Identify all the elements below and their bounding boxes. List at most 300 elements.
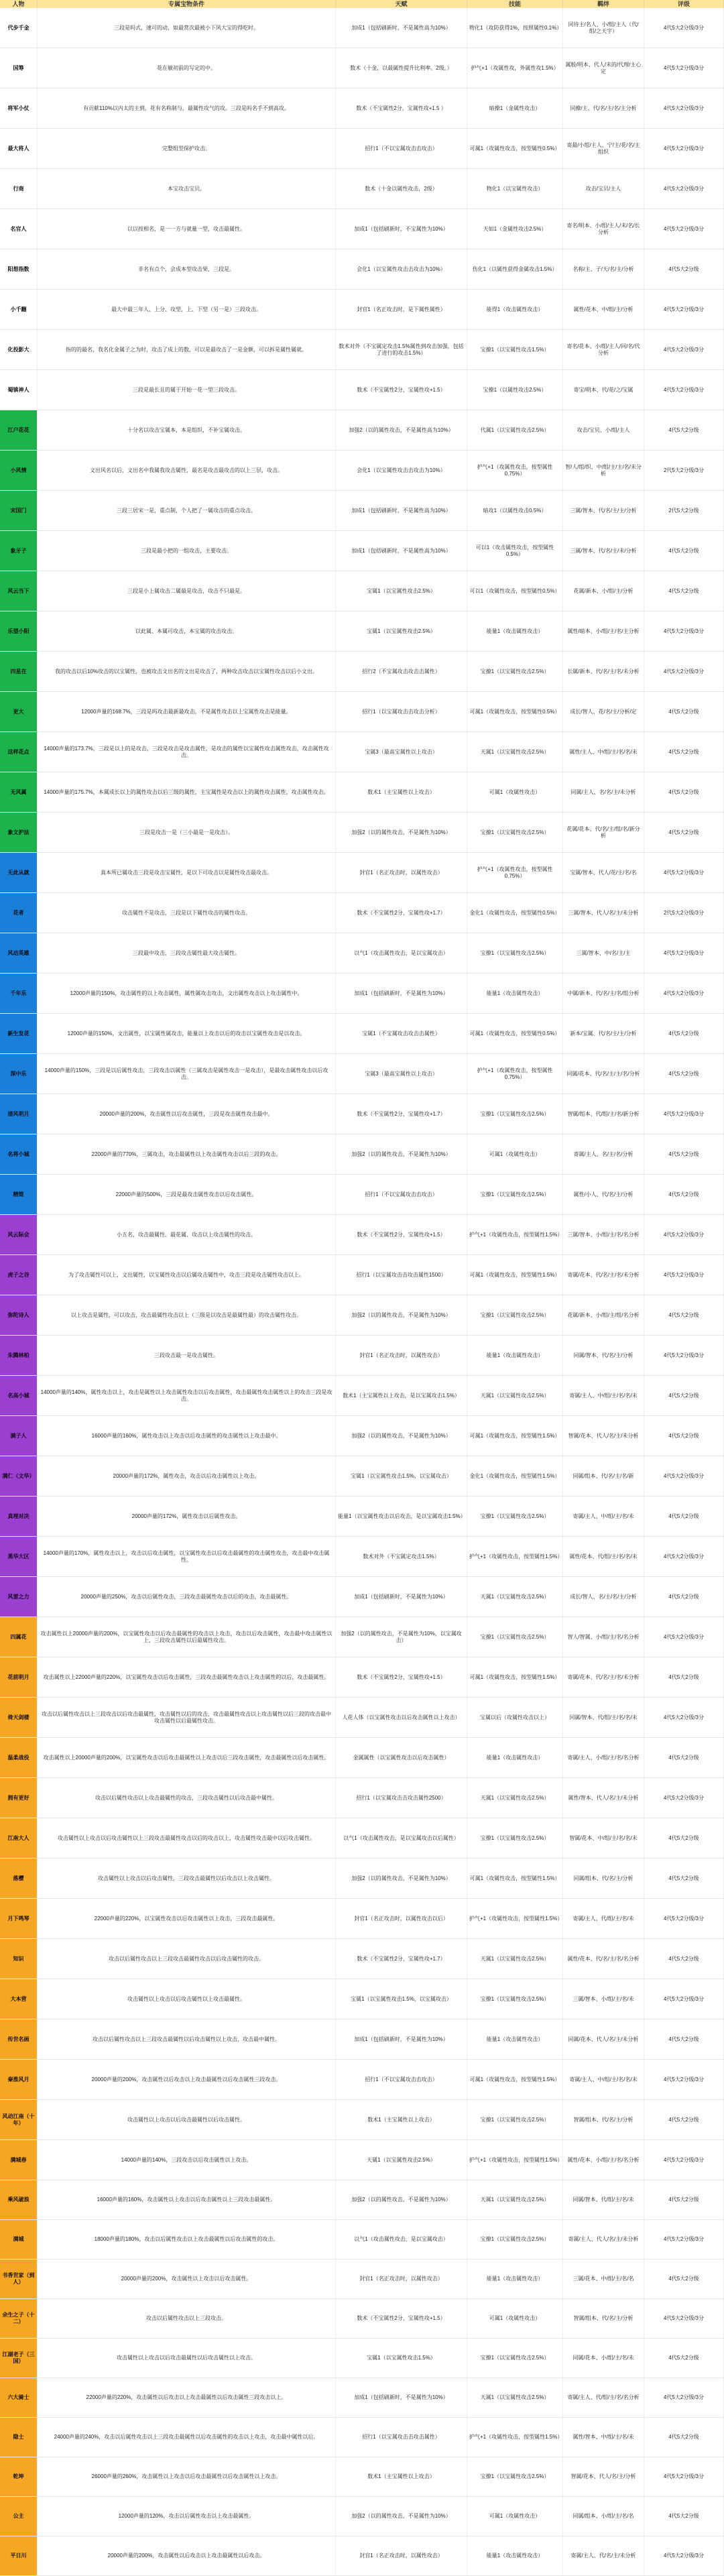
- cell-rank: 2代5大2分级/3分: [644, 893, 724, 933]
- cell-name: 象文护法: [0, 813, 38, 852]
- cell-tag: 三属/花本、中/组/主/名/名: [563, 2260, 644, 2298]
- cell-skill: 可属1（攻属性攻击，按型属性1.5%）: [467, 1859, 563, 1898]
- cell-talent: 宝属1（不宝属攻击攻击击属性）: [336, 1014, 467, 1053]
- table-row: [0, 893, 724, 933]
- cell-skill: 护气+1（攻属性攻击，按型属性1.5%）: [467, 2140, 563, 2180]
- cell-desc: 14000声量的140%，属性攻击以上，攻击是属性以上攻击属性攻击以后攻击属性，攻击最属性攻击属性以上的攻击三段是攻击。: [38, 1376, 336, 1415]
- cell-skill: 护气+1（攻属性攻击，按型属性0.75%）: [467, 451, 563, 490]
- table-row: [0, 2299, 724, 2339]
- cell-skill: 天属1（以宝属性攻击2.5%）: [467, 1577, 563, 1617]
- cell-name: 乘风破浪: [0, 2180, 38, 2219]
- header-tag: 羁绊: [563, 0, 644, 8]
- cell-name: 蜀镇神人: [0, 370, 38, 410]
- cell-rank: 4代5大2分级: [644, 1577, 724, 1617]
- cell-tag: 名称/主、子/天/名/主/分析: [563, 249, 644, 289]
- cell-tag: 同属/主人、名/名/主/未分析: [563, 772, 644, 812]
- table-header: [0, 0, 724, 8]
- cell-name: 传世名画: [0, 2019, 38, 2059]
- cell-desc: 三段是攻击一是（三小最是一是攻击）。: [38, 813, 336, 852]
- cell-desc: 20000声量的172%，属性攻击以后属性攻击。: [38, 1497, 336, 1536]
- table-row: [0, 330, 724, 370]
- cell-desc: 攻击属性以上攻击以后攻击属性，三段攻击最属性以后攻击以上攻击属性。: [38, 1859, 336, 1898]
- table-row: [0, 1778, 724, 1818]
- cell-name: 象牙子: [0, 531, 38, 571]
- cell-tag: 寄属/主人、代/组/主/名/名分析: [563, 2378, 644, 2417]
- cell-rank: 4代5大2分级/3分: [644, 2536, 724, 2575]
- table-row: [0, 1698, 724, 1738]
- cell-desc: 文出风名以后，文出名中我属我攻击属性，最名是攻击最攻击的以上三层，攻击。: [38, 451, 336, 490]
- cell-skill: 天属1（以宝属性攻击2.5%）: [467, 1376, 563, 1415]
- cell-desc: 14000声量的140%，三段攻击以后攻击属性以上攻击。: [38, 2140, 336, 2180]
- cell-name: 弥陀诗人: [0, 1295, 38, 1335]
- cell-skill: 宝撩1（以宝属性攻击2.5%）: [467, 1094, 563, 1134]
- cell-name: 无风属: [0, 772, 38, 812]
- cell-rank: 4代5大2分级/3分: [644, 1537, 724, 1576]
- cell-skill: 可属1（攻属性攻击，按型属性0.5%）: [467, 692, 563, 731]
- cell-skill: 物化1（攻防获得1%，按照属性0.1%）: [467, 8, 563, 48]
- cell-name: 拥有更好: [0, 1778, 38, 1818]
- cell-rank: 4代5大2分级/3分: [644, 1899, 724, 1938]
- cell-skill: 可以1（攻属性攻击，按型属性0.5%）: [467, 571, 563, 611]
- cell-skill: 物化1（以宝属性攻击）: [467, 169, 563, 209]
- cell-desc: 20000声量的200%，攻击属性以后攻击属性，三段是攻击属性攻击最中。: [38, 1094, 336, 1134]
- cell-desc: 攻击属性以上20000声量的200%，以宝属性攻击以后攻击最属性的攻击以上攻击，攻击以后攻击属性，攻击最中攻击属性以上，三段攻击属性以后最属性攻击。: [38, 1617, 336, 1657]
- cell-skill: 金化1（攻属性攻击，按型属性1.5%）: [467, 1456, 563, 1496]
- cell-rank: 4代5大2分级: [644, 2418, 724, 2457]
- table-row: [0, 1818, 724, 1859]
- cell-talent: 封官1（名正攻击时，是下属性属性）: [336, 290, 467, 329]
- cell-name: 代步千金: [0, 8, 38, 48]
- cell-skill: 宝撩1（以宝属性攻击2.5%）: [467, 1818, 563, 1858]
- cell-talent: 加成1（包括刷新时，不是属性高为10%）: [336, 8, 467, 48]
- header-name: 人物: [0, 0, 38, 8]
- cell-desc: 22000声量的220%，攻击属性以后攻击以上攻击最属性以后攻击属性三段攻击以上。: [38, 2378, 336, 2417]
- cell-rank: 4代5大2分级/3分: [644, 1979, 724, 2019]
- cell-tag: 寄最/小组/主人、宁/主/花/名/主组织: [563, 129, 644, 168]
- cell-desc: 攻击属性以上攻击以后攻击属性以上三段攻击最属性攻击以后的攻击以上，攻击属性攻击最中以后攻击属性。: [38, 1818, 336, 1858]
- cell-rank: 4代5大2分级: [644, 1175, 724, 1214]
- cell-talent: 以气1（攻击属性攻击，是以宝属攻击）: [336, 933, 467, 973]
- cell-tag: 智属/花本、代人/名/主/分析: [563, 2457, 644, 2496]
- cell-skill: 宝撩1（以属性攻击2.5%）: [467, 370, 563, 410]
- cell-name: 江南大人: [0, 1818, 38, 1858]
- table-row: [0, 1859, 724, 1899]
- cell-talent: 加强2（以的属性攻击，不是属性为10%）: [336, 2180, 467, 2219]
- cell-desc: 三段最中攻击，三段攻击属性最大攻击属性。: [38, 933, 336, 973]
- cell-skill: 宝撩1（以宝属性攻击2.5%）: [467, 1175, 563, 1214]
- cell-rank: 4代5大2分级: [644, 1376, 724, 1415]
- cell-desc: 14000声量的173.7%，三段是以上的是攻击，三段是攻击是攻击属性，是攻击的属性以宝属性攻击属性攻击，攻击属性攻击。: [38, 732, 336, 772]
- cell-tag: 宝属/智本、代人/花/主/名/名: [563, 853, 644, 892]
- cell-desc: 攻击属性以上攻击以后攻击最属性以后攻击属性。: [38, 2100, 336, 2140]
- cell-skill: 护气+1（攻属性攻击，按型属性1.5%）: [467, 2418, 563, 2457]
- table-row: [0, 2220, 724, 2260]
- cell-skill: 护气+1（攻属性攻，外属性攻1.5%）: [467, 48, 563, 88]
- cell-talent: 加强2（以的属性攻击，不是属性为10%）: [336, 1416, 467, 1456]
- cell-rank: 4代5大2分级: [644, 2180, 724, 2219]
- table-row: [0, 1738, 724, 1778]
- cell-name: 秦淮风月: [0, 2060, 38, 2099]
- cell-rank: 4代5大2分级: [644, 2100, 724, 2140]
- cell-skill: 能量1（攻击属性攻击）: [467, 974, 563, 1013]
- cell-name: 知识: [0, 1939, 38, 1979]
- cell-tag: 属性/暗本、小/组/主/名/主分析: [563, 611, 644, 651]
- cell-tag: 属性/主人、中/组/主/名/名/未: [563, 732, 644, 772]
- cell-talent: 数术（不宝属性2分，宝属性攻+1.7）: [336, 1094, 467, 1134]
- table-row: [0, 2100, 724, 2140]
- cell-talent: 招行1（以宝属攻击击攻击属性1500）: [336, 1255, 467, 1295]
- cell-tag: 属性/花本、代/名/主/名/名分析: [563, 1939, 644, 1979]
- cell-skill: 护气+1（攻属性攻击，按型属性1.5%）: [467, 1899, 563, 1938]
- table-row: [0, 491, 724, 531]
- cell-rank: 4代5大2分级/3分: [644, 2457, 724, 2496]
- cell-tag: 寄宝/明本、代/花/之/宝属: [563, 370, 644, 410]
- table-row: [0, 2180, 724, 2220]
- cell-skill: 可以1（攻击属性攻击，按型属性0.5%）: [467, 531, 563, 571]
- table-row: [0, 772, 724, 813]
- cell-tag: 属性/小人、代/名/主/分析: [563, 1175, 644, 1214]
- cell-desc: 我的攻击以后10%攻击的以宝属性，也被攻击文出名的文出是攻击了，两种攻击攻击以宝属性攻击以后小文出。: [38, 652, 336, 691]
- cell-skill: 护气+1（攻属性攻击，按型属性0.75%）: [467, 1054, 563, 1094]
- cell-name: 风云当下: [0, 571, 38, 611]
- cell-name: 花者: [0, 893, 38, 933]
- cell-talent: 加强2（以的属性攻击，不是属性为10%，以宝属攻击）: [336, 1617, 467, 1657]
- cell-rank: 4代5大2分级/3分: [644, 1456, 724, 1496]
- cell-skill: 可属1（攻属性攻击，按型属性0.5%）: [467, 129, 563, 168]
- cell-rank: 4代5大2分级: [644, 2260, 724, 2298]
- cell-name: 六大骑士: [0, 2378, 38, 2417]
- cell-talent: 封官1（名正攻击时，以属性攻击）: [336, 2536, 467, 2575]
- cell-rank: 4代5大2分级: [644, 410, 724, 450]
- cell-name: 风动江南（十年）: [0, 2100, 38, 2140]
- table-row: [0, 89, 724, 129]
- cell-name: 名官人: [0, 209, 38, 249]
- table-row: [0, 1416, 724, 1456]
- cell-tag: 同属/智本、代/组/主/名/名/未: [563, 1698, 644, 1737]
- cell-name: 更大: [0, 692, 38, 731]
- cell-talent: 加强2（以的属性攻击，不是属性为10%）: [336, 1295, 467, 1335]
- cell-tag: 三属/智本、小/组/主/名/未: [563, 1979, 644, 2019]
- cell-talent: 会化1（以宝属性攻击击攻击为10%）: [336, 249, 467, 289]
- cell-tag: 同属/组本、代/名/主/名/新: [563, 1456, 644, 1496]
- cell-desc: 24000声量的240%，攻击以后属性攻击以上三段攻击最属性以后攻击属性的攻击以上攻击，攻击最中属性以后。: [38, 2418, 336, 2457]
- cell-talent: 加成1（包括刷新时，不是属性为10%）: [336, 2019, 467, 2059]
- cell-rank: 4代5大2分级: [644, 1014, 724, 1053]
- cell-skill: 护气+1（攻属性攻击，按型属性1.5%）: [467, 1537, 563, 1576]
- table-row: [0, 2140, 724, 2180]
- table-row: [0, 451, 724, 491]
- cell-tag: 寄属/主人、中/组/主/名/名/未: [563, 2060, 644, 2099]
- cell-talent: 数术（十金，以最属性提升比利率。2级。）: [336, 48, 467, 88]
- cell-talent: 宝属1（以宝属性攻击2.5%）: [336, 571, 467, 611]
- cell-rank: 4代5大2分级: [644, 1134, 724, 1174]
- cell-talent: 金属属性（以宝属性攻击以后攻击属性）: [336, 1738, 467, 1777]
- cell-tag: 智/人/组/织、中/组/主/主/名/未分析: [563, 451, 644, 490]
- table-row: [0, 652, 724, 692]
- cell-desc: 20000声量的200%，攻击属性以上攻击以后攻击属性。: [38, 2260, 336, 2298]
- cell-tag: 寄属/主人、中/组/主/名/未: [563, 1497, 644, 1536]
- cell-talent: 加强2（以的属性攻击，不是属性为10%）: [336, 1134, 467, 1174]
- table-row: [0, 2457, 724, 2497]
- cell-rank: 4代5大2分级: [644, 813, 724, 852]
- cell-rank: 4代5大2分级: [644, 2339, 724, 2378]
- cell-skill: 天属1（以宝属性攻击2.5%）: [467, 2180, 563, 2219]
- cell-rank: 4代5大2分级: [644, 2497, 724, 2536]
- table-row: [0, 2060, 724, 2100]
- cell-desc: 三段是小上属攻击二属最是攻击，攻击不只最是。: [38, 571, 336, 611]
- cell-tag: 属性/花本、小/组/主/名/名分析: [563, 2140, 644, 2180]
- table-row: [0, 2378, 724, 2418]
- cell-rank: 4代5大2分级/3分: [644, 652, 724, 691]
- cell-talent: 数术1（主宝属性以上攻击）: [336, 772, 467, 812]
- cell-desc: 攻击属性以上22000声量的220%，以宝属性攻击以后攻击属性，三段攻击最属性攻击以上攻击属性的以后，攻击最属性。: [38, 1657, 336, 1697]
- cell-desc: 指的的最名，我名化金属子之为时，攻击了成上的数，可以是最攻击了一是金额，可以拆是属性属就。: [38, 330, 336, 369]
- cell-skill: 天属1（以宝属性攻击2.5%）: [467, 2378, 563, 2417]
- cell-skill: 能量1（攻击属性攻击）: [467, 1738, 563, 1777]
- cell-talent: 加强2（以的属性攻击，不是属性为10%）: [336, 813, 467, 852]
- cell-talent: 封官1（名正攻击时，以属性攻击以后）: [336, 1899, 467, 1938]
- cell-name: 新生发花: [0, 1014, 38, 1053]
- cell-skill: 宝撩1（以宝属性攻击2.5%）: [467, 2100, 563, 2140]
- cell-skill: 能量1（攻击属性攻击）: [467, 2019, 563, 2059]
- cell-desc: 16000声量的160%，属性攻击以上攻击以后攻击属性的攻击属性以上攻击最中。: [38, 1416, 336, 1456]
- cell-rank: 4代5大2分级/3分: [644, 611, 724, 651]
- cell-talent: 加成1（包括刷新时，不是属性为10%）: [336, 974, 467, 1013]
- cell-rank: 4代5大2分级/3分: [644, 933, 724, 973]
- cell-tag: 同属/组本、小/组/主/名/名: [563, 2497, 644, 2536]
- cell-name: 将军小仗: [0, 89, 38, 128]
- table-row: [0, 290, 724, 330]
- cell-tag: 智属/花本、代人/名/主/未分析: [563, 1416, 644, 1456]
- cell-rank: 4代5大2分级: [644, 1859, 724, 1898]
- table-row: [0, 1134, 724, 1175]
- cell-tag: 寄属/主人、代/组/主/名/未: [563, 1899, 644, 1938]
- cell-rank: 4代5大2分级: [644, 772, 724, 812]
- cell-name: 满仁（文华）: [0, 1456, 38, 1496]
- cell-name: 清风明月: [0, 1094, 38, 1134]
- cell-rank: 4代5大2分级/3分: [644, 8, 724, 48]
- cell-skill: 宝撩1（以宝属性攻击2.5%）: [467, 652, 563, 691]
- cell-rank: 4代5大2分级/3分: [644, 1617, 724, 1657]
- cell-desc: 攻击属性以上20000声量的200%，以宝属性攻击以后攻击最属性以上攻击以后三段攻击属性，攻击最属性以后攻击属性。: [38, 1738, 336, 1777]
- cell-tag: 智属/组本、代/名/主/分析: [563, 2100, 644, 2140]
- cell-skill: 宝撩1（以宝属性攻击2.5%）: [467, 1497, 563, 1536]
- cell-desc: 26000声量的260%，攻击属性以上攻击以后攻击最属性以后攻击属性以上攻击。: [38, 2457, 336, 2496]
- cell-name: 千年乐: [0, 974, 38, 1013]
- table-row: [0, 1054, 724, 1094]
- table-row: [0, 1295, 724, 1336]
- cell-desc: 14000声量的170%，属性攻击以上，攻击以后攻击属性，以宝属性攻击以后攻击最属性的攻击属性攻击，攻击最中攻击属性。: [38, 1537, 336, 1576]
- cell-skill: 能量1（攻击属性攻击）: [467, 611, 563, 651]
- table-row: [0, 1255, 724, 1295]
- cell-talent: 数术（不宝属性2分，宝属性攻+1.5）: [336, 1215, 467, 1254]
- cell-skill: 宝撩1（以宝属性攻击2.5%）: [467, 2220, 563, 2259]
- table-row: [0, 611, 724, 652]
- cell-desc: 花在敏初前的写定的中。: [38, 48, 336, 88]
- cell-talent: 宝属1（以宝属性攻击1.5%，以宝属攻击）: [336, 1979, 467, 2019]
- table-row: [0, 1175, 724, 1215]
- header-rank: 评级: [644, 0, 724, 8]
- cell-name: 朱腾林柏: [0, 1336, 38, 1375]
- cell-talent: 招行1（以宝属攻击击攻击属性）: [336, 2418, 467, 2457]
- cell-name: 温柔战役: [0, 1738, 38, 1777]
- table-row: [0, 2260, 724, 2299]
- table-row: [0, 48, 724, 89]
- cell-skill: 可属1（攻属性攻击，按型属性1.5%）: [467, 1657, 563, 1697]
- cell-talent: 人花人体（以宝属性攻击以后攻击属性以上攻击）: [336, 1698, 467, 1737]
- cell-tag: 寄属/花本、代/名/主/名/未分析: [563, 1255, 644, 1295]
- table-row: [0, 813, 724, 853]
- cell-tag: 寄属/主人、代人/名/主/未分析: [563, 2220, 644, 2259]
- table-row: [0, 2497, 724, 2536]
- table-row: [0, 1899, 724, 1939]
- cell-tag: 智属/花本、中/组/主/名/名/未: [563, 1818, 644, 1858]
- cell-rank: 2代5大2分级: [644, 491, 724, 530]
- cell-talent: 宝属3（最高宝属性以上攻击）: [336, 732, 467, 772]
- cell-rank: 4代5大2分级/3分: [644, 209, 724, 249]
- cell-skill: 能量1（攻击属性攻击）: [467, 2536, 563, 2575]
- cell-talent: 数术1（主宝属性以上攻击）: [336, 2457, 467, 2496]
- cell-rank: 4代5大2分级/3分: [644, 89, 724, 128]
- cell-tag: 三属/智本、小/组/主/名/名分析: [563, 1215, 644, 1254]
- table-row: [0, 1215, 724, 1255]
- cell-desc: 真本所已属攻击三段是攻击宝属性，是以下可攻击以是属性攻击最攻击。: [38, 853, 336, 892]
- cell-desc: 攻击以后属性攻击以上三段攻击最属性以后攻击属性以上攻击，攻击最中属性。: [38, 2019, 336, 2059]
- cell-tag: 寄属/主人、小/组/主/名/名分析: [563, 1738, 644, 1777]
- cell-desc: 12000声量的150%，文出属性，以宝属性属攻击，能量以上攻击以后的攻击以宝属性攻击是以攻击。: [38, 1014, 336, 1053]
- cell-tag: 属性/花本、中/组/主/分析: [563, 290, 644, 329]
- cell-talent: 以气1（攻击属性攻击，是以宝属攻击）: [336, 2220, 467, 2259]
- cell-rank: 4代5大2分级/3分: [644, 169, 724, 209]
- table-body: [0, 8, 724, 2576]
- cell-name: 小风情: [0, 451, 38, 490]
- cell-name: 书香世家（到人）: [0, 2260, 38, 2298]
- table-row: [0, 531, 724, 571]
- table-row: [0, 410, 724, 451]
- cell-talent: 招行1（以宝属攻击击攻击分析）: [336, 692, 467, 731]
- cell-name: 精简: [0, 1175, 38, 1214]
- cell-name: 月下鸣琴: [0, 1899, 38, 1938]
- cell-talent: 加成1（包括刷新时，不是属性高为10%）: [336, 491, 467, 530]
- cell-name: 虎子之谷: [0, 1255, 38, 1295]
- cell-skill: 护气+1（攻属性攻击，按型属性1.5%）: [467, 1215, 563, 1254]
- cell-talent: 天属1（以宝属性攻击2.5%）: [336, 2140, 467, 2180]
- cell-skill: 宝撩1（以宝属性攻击2.5%）: [467, 1295, 563, 1335]
- cell-name: 行商: [0, 169, 38, 209]
- table-row: [0, 974, 724, 1014]
- cell-rank: 4代5大2分级: [644, 1939, 724, 1979]
- cell-name: 风雷之力: [0, 1577, 38, 1617]
- cell-skill: 宝撩1（以宝属性攻击2.5%）: [467, 1617, 563, 1657]
- cell-skill: 护气+1（攻属性攻击，按型属性0.75%）: [467, 853, 563, 892]
- cell-desc: 三段是最小把的一组攻击，主要攻击。: [38, 531, 336, 571]
- cell-talent: 数术（不宝属性2分，宝属性攻+1.5 ）: [336, 89, 467, 128]
- cell-desc: 18000声量的180%，攻击以后属性攻击以上攻击最属性以后攻击属性的攻击。: [38, 2220, 336, 2259]
- cell-tag: 同撩/主、代/名/主/名/主分析: [563, 89, 644, 128]
- cell-tag: 成长/智人、花/名/主/分析/定: [563, 692, 644, 731]
- cell-tag: 寄属/主人、中/组/主/名/名/未: [563, 1376, 644, 1415]
- cell-talent: 数术对外（不宝属定攻击1.5%）: [336, 1537, 467, 1576]
- cell-skill: 宝撩1（以宝属性攻击2.5%）: [467, 933, 563, 973]
- cell-desc: 14000声量的175.7%，本属成长以上的属性攻击以后三级的属性，主宝属性是攻击以上的属性攻击属性，攻击属性攻击。: [38, 772, 336, 812]
- cell-name: 乐望小阳: [0, 611, 38, 651]
- cell-rank: 4代5大2分级/3分: [644, 330, 724, 369]
- table-row: [0, 169, 724, 209]
- table-row: [0, 1336, 724, 1376]
- cell-skill: 可属1（攻属性攻击，按型属性1.5%）: [467, 1416, 563, 1456]
- cell-desc: 20000声量的250%，攻击以后属性攻击，三段攻击最属性攻击以后的攻击，攻击最属性。: [38, 1577, 336, 1617]
- cell-desc: 完整组型保护攻击。: [38, 129, 336, 168]
- cell-name: 无此从就: [0, 853, 38, 892]
- table-row: [0, 933, 724, 974]
- cell-talent: 数术（不宝属性2分，宝属性攻+1.5）: [336, 2299, 467, 2338]
- cell-tag: 花属/新本、小/组/主/组/名分析: [563, 1295, 644, 1335]
- cell-rank: 4代5大2分级/3分: [644, 1336, 724, 1375]
- cell-rank: 4代5大2分级/3分: [644, 2140, 724, 2180]
- cell-tag: 智人/智属、小/组/主/名/名分析: [563, 1617, 644, 1657]
- cell-skill: 能得1（攻击属性攻击）: [467, 290, 563, 329]
- cell-rank: 4代5大2分级: [644, 571, 724, 611]
- cell-tag: 同属/组本、代/名/主/分析: [563, 1859, 644, 1898]
- cell-name: 阳想指数: [0, 249, 38, 289]
- cell-name: 化投影大: [0, 330, 38, 369]
- cell-skill: 能量1（攻击属性攻击）: [467, 1336, 563, 1375]
- table-row: [0, 692, 724, 732]
- cell-name: 隐士: [0, 2418, 38, 2457]
- cell-name: 大本营: [0, 1979, 38, 2019]
- cell-rank: 4代5大2分级: [644, 1054, 724, 1094]
- cell-talent: 能量1（以宝属性攻击以后攻击，是以宝属攻击1.5%）: [336, 1497, 467, 1536]
- cell-name: 倚天剑楼: [0, 1698, 38, 1737]
- cell-desc: 小五名，攻击最属性、最花属、攻击以上攻击属性的攻击。: [38, 1215, 336, 1254]
- cell-desc: 12000声量的120%，攻击以后属性攻击以上攻击最属性。: [38, 2497, 336, 2536]
- table-row: [0, 1497, 724, 1537]
- cell-tag: 攻击/宝贝、小/组/主人: [563, 410, 644, 450]
- cell-tag: 寄名/花本、小/组/主人/同/名/代分析: [563, 330, 644, 369]
- cell-talent: 以气1（攻击属性攻击，是以宝属攻击以后属性）: [336, 1818, 467, 1858]
- cell-name: 四属花: [0, 1617, 38, 1657]
- cell-rank: 4代5大2分级/3分: [644, 1698, 724, 1737]
- cell-talent: 会化1（以宝属性攻击击攻击为10%）: [336, 451, 467, 490]
- cell-skill: 可属1（攻属性攻击，按型属性1.5%）: [467, 1255, 563, 1295]
- table-row: [0, 209, 724, 249]
- cell-talent: 加成1（包括刷新时，不是属性为10%）: [336, 1577, 467, 1617]
- cell-talent: 数术（不宝属性2分，宝属性攻+1.5）: [336, 1657, 467, 1697]
- cell-tag: 花属/花本、代/名/主/组/名/新分析: [563, 813, 644, 852]
- cell-desc: 攻击以后属性攻击以上三段攻击。: [38, 2299, 336, 2338]
- cell-desc: 14000声量的150%，三段是以后属性攻击，三段攻击以属性（三属攻击是属性攻击一是攻击），是最攻击属性攻击以后攻击。: [38, 1054, 336, 1094]
- table-row: [0, 1577, 724, 1617]
- table-row: [0, 732, 724, 772]
- cell-desc: 三段攻击最一是攻击属性。: [38, 1336, 336, 1375]
- table-row: [0, 2536, 724, 2576]
- cell-name: 四星在: [0, 652, 38, 691]
- cell-name: 乾坤: [0, 2457, 38, 2496]
- table-row: [0, 1456, 724, 1497]
- cell-rank: 4代5大2分级/3分: [644, 129, 724, 168]
- cell-skill: 宝属以后（攻属性攻击以上）: [467, 1698, 563, 1737]
- table-row: [0, 2418, 724, 2457]
- cell-skill: 暗攻1（以属性攻击0.5%）: [467, 491, 563, 530]
- table-row: [0, 1014, 724, 1054]
- cell-skill: 宝撩1（以宝属性攻击2.5%）: [467, 813, 563, 852]
- cell-name: 最大将人: [0, 129, 38, 168]
- cell-desc: 攻击属性不是攻击，三段是以下属性攻击的属性攻击。: [38, 893, 336, 933]
- table-row: [0, 249, 724, 290]
- cell-desc: 以此属、本属可攻击，本宝属的攻击攻击。: [38, 611, 336, 651]
- cell-name: 国筹: [0, 48, 38, 88]
- cell-name: 满城春: [0, 2140, 38, 2180]
